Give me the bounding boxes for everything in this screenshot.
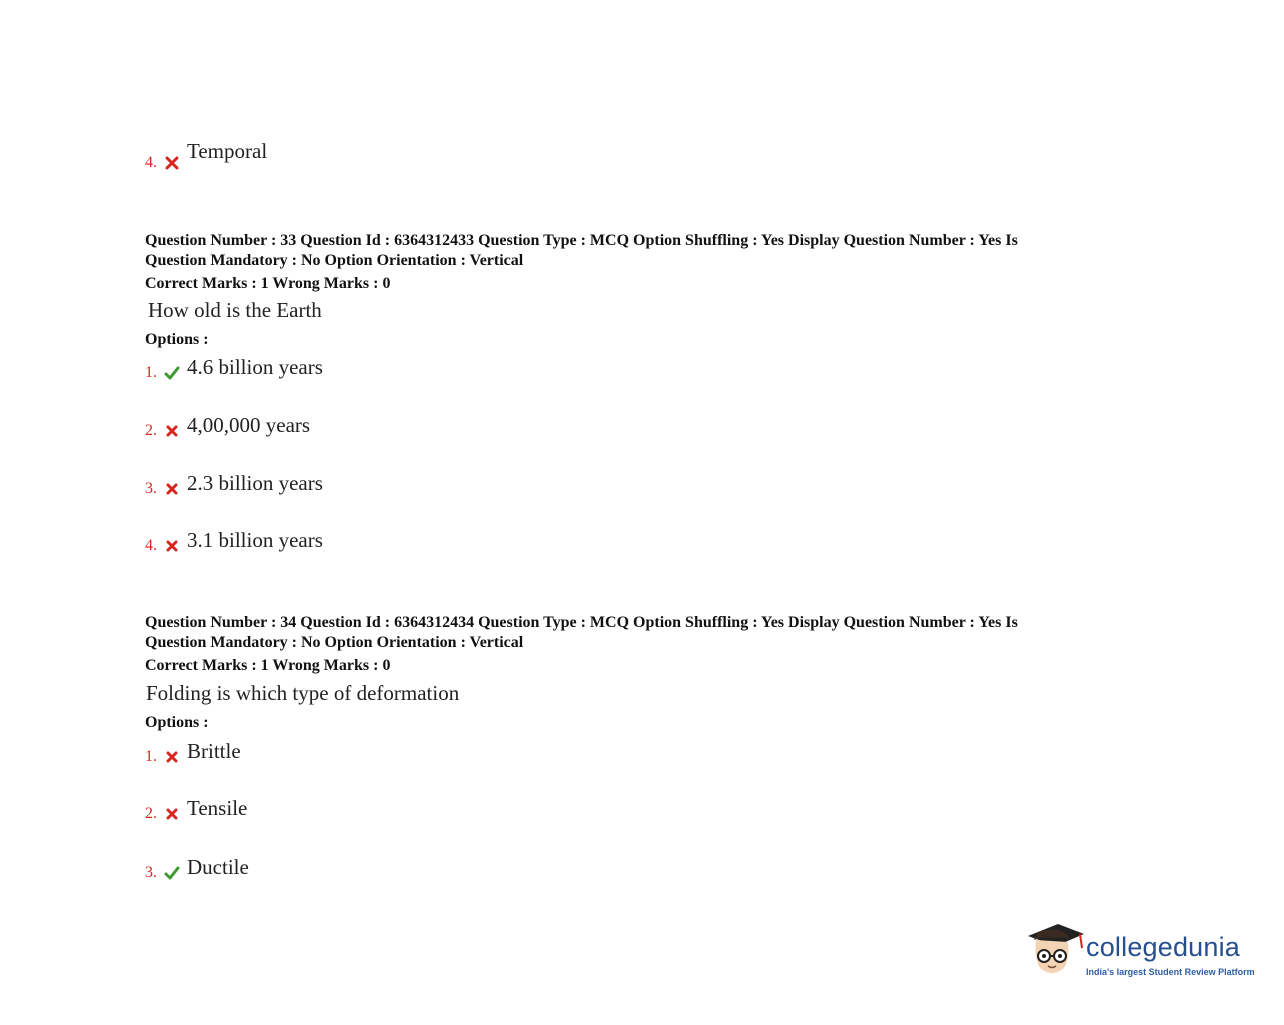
options-label: Options : [145,331,209,348]
q33-option-1 [145,356,323,382]
meta-line: Question Mandatory : No Option Orientation : Vertical [145,634,524,651]
brand-name: collegedunia [1086,932,1241,962]
q34-option-2 [145,797,247,823]
q33-option-3 [145,472,323,498]
option-number: 1. [145,364,157,381]
question-33-meta [145,231,1105,271]
cross-icon [163,805,181,823]
meta-line: Question Number : 34 Question Id : 6364312434 Question Type : MCQ Option Shuffling : Yes Display Question Number : Yes Is [145,614,1018,631]
option-text: Tensile [187,796,248,820]
q33-option-4 [145,529,323,555]
question-34-meta [145,613,1105,653]
question-33-text: How old is the Earth [148,298,322,322]
option-number: 4. [145,154,157,171]
cross-icon [163,480,181,498]
prev-option-4 [145,140,267,172]
option-text: Ductile [187,855,249,879]
meta-line: Question Mandatory : No Option Orientation : Vertical [145,252,524,269]
option-text: Brittle [187,739,241,763]
option-number: 2. [145,805,157,822]
q33-option-2 [145,414,310,440]
q34-option-1 [145,740,241,766]
option-number: 3. [145,864,157,881]
question-34-text: Folding is which type of deformation [146,681,460,705]
options-label: Options : [145,714,209,731]
option-text: 3.1 billion years [187,528,323,552]
option-number: 4. [145,537,157,554]
check-icon [163,864,181,882]
brand-tagline: India's largest Student Review Platform [1086,967,1255,977]
option-number: 2. [145,422,157,439]
option-number: 3. [145,480,157,497]
cross-icon [163,422,181,440]
cross-icon [163,537,181,555]
option-number: 1. [145,748,157,765]
meta-line: Question Number : 33 Question Id : 6364312433 Question Type : MCQ Option Shuffling : Yes Display Question Number : Yes Is [145,232,1018,249]
question-34-marks: Correct Marks : 1 Wrong Marks : 0 [145,657,391,674]
question-33-marks: Correct Marks : 1 Wrong Marks : 0 [145,275,391,292]
cross-icon [163,154,181,172]
option-text: 4.6 billion years [187,355,323,379]
option-text: Temporal [187,139,268,163]
option-text: 4,00,000 years [187,413,311,437]
mascot-icon [1024,918,1086,990]
q34-option-3 [145,856,249,882]
option-text: 2.3 billion years [187,471,323,495]
collegedunia-logo [1024,918,1264,990]
check-icon [163,364,181,382]
cross-icon [163,748,181,766]
